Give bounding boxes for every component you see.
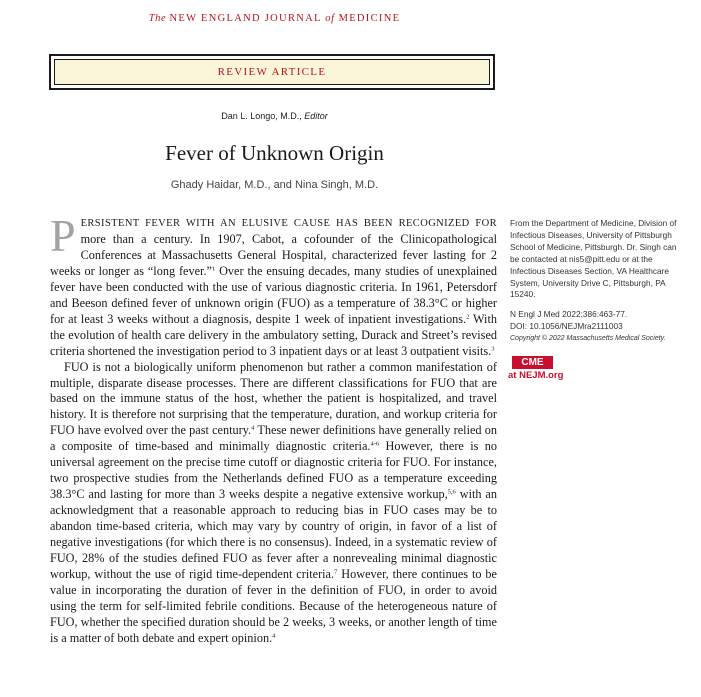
p2-text-e: However, there continues to be value in incorporating the duration of fever in the definition of FUO, in order to avoid using the term for self-limited febrile conditions. Because of the heterogeneous nature of FUO, whether the specified duration should be 2 weeks, 3 weeks, or another length of time is a matter of both debate and expert opinion. (50, 566, 497, 645)
article-sidebar (510, 218, 688, 345)
ref-sup: 1 (211, 265, 216, 273)
citation: N Engl J Med 2022;386:463-77. (510, 309, 628, 320)
author-affiliation: From the Department of Medicine, Division of Infectious Diseases, University of Pittsburgh School of Medicine, Pittsburgh. Dr. Singh can be contacted at nis5@pitt.edu or at the Infectious Diseases Section, VA Healthcare System, University Drive C, Pittsburgh, PA 15240. (510, 218, 677, 300)
journal-masthead (0, 13, 549, 24)
masthead-of: of (325, 13, 335, 24)
ref-sup: 4-6 (370, 440, 380, 448)
article-title: Fever of Unknown Origin (165, 141, 384, 165)
p1-text-a: more than a century. In 1907, Cabot, a cofounder of the Clinicopathological Conferences at Massachusetts General Hospital, characterized fever lasting for 2 weeks or longer as “long fever.” (50, 231, 497, 278)
p1-text-b: Over the ensuing decades, many studies of unexplained fever have been conducted with the use of various diagnostic criteria. In 1961, Petersdorf and Beeson defined fever of unknown origin (FUO) as a temperature of 38.3°C or higher for at least 3 weeks without a diagnosis, despite 1 week of inpatient investigations. (50, 263, 497, 326)
ref-sup: 3 (491, 345, 495, 353)
article-authors: Ghady Haidar, M.D., and Nina Singh, M.D. (170, 179, 379, 191)
ref-sup: 4 (272, 632, 276, 640)
paragraph-2 (50, 360, 497, 647)
cme-badge[interactable]: CME (512, 356, 553, 369)
p2-text-c: However, there is no universal agreement on the precise time cutoff or diagnostic criteria for FUO. For instance, two prospective studies from the Netherlands defined FUO as a temperature exceeding 38.3°C and lasting for more than 3 weeks despite a negative extensive workup, (50, 439, 497, 502)
lead-in-smallcaps: ERSISTENT FEVER WITH AN ELUSIVE CAUSE HAS BEEN RECOGNIZED FOR (80, 218, 497, 229)
masthead-part1: NEW ENGLAND JOURNAL (169, 13, 326, 24)
editor-line (0, 111, 549, 121)
editor-name: Dan L. Longo, M.D., (221, 111, 305, 121)
masthead-part2: MEDICINE (334, 13, 401, 24)
cme-link[interactable]: at NEJM.org (508, 370, 564, 381)
masthead-the: The (148, 13, 170, 24)
banner-inner (54, 59, 490, 85)
doi: DOI: 10.1056/NEJMra2111003 (510, 321, 623, 332)
article-body (50, 210, 498, 647)
ref-sup: 4 (251, 424, 255, 432)
p1-text-c: With the evolution of health care delivery in the ambulatory setting, Durack and Street’s revised criteria shortened the investigation period to 3 inpatient days or at least 3 outpatient visits. (50, 311, 497, 358)
article-type-banner (49, 54, 495, 90)
article-type-label: REVIEW ARTICLE (217, 66, 327, 78)
p2-text-d: with an acknowledgment that a reasonable approach to reducing bias in FUO cases may be to abandon time-based criteria, which may vary by country of origin, in favor of a list of negative investigations (for which there is no consensus). Indeed, in a systematic review of FUO, 28% of the studies defined FUO as fever after a nonrevealing minimal diagnostic workup, without the use of rigid time-dependent criteria. (50, 487, 497, 581)
paragraph-1 (50, 210, 497, 360)
p2-text-a: FUO is not a biologically uniform phenomenon but rather a common manifestation of multiple, disparate disease processes. There are different classifications for FUO that are based on the immune status of the host, whether the patient is hospitalized, and travel history. It is therefore not surprising that the temperature, duration, and workup criteria for FUO have evolved over the past century. (50, 359, 497, 438)
ref-sup: 2 (466, 313, 470, 321)
ref-sup: 7 (334, 568, 338, 576)
drop-cap: P (50, 210, 76, 261)
ref-sup: 5,6 (447, 488, 456, 496)
editor-role: Editor (304, 111, 328, 121)
copyright: Copyright © 2022 Massachusetts Medical Society. (510, 335, 666, 343)
p2-text-b: These newer definitions have generally relied on a composite of time-based and minimally diagnostic criteria. (50, 423, 498, 454)
